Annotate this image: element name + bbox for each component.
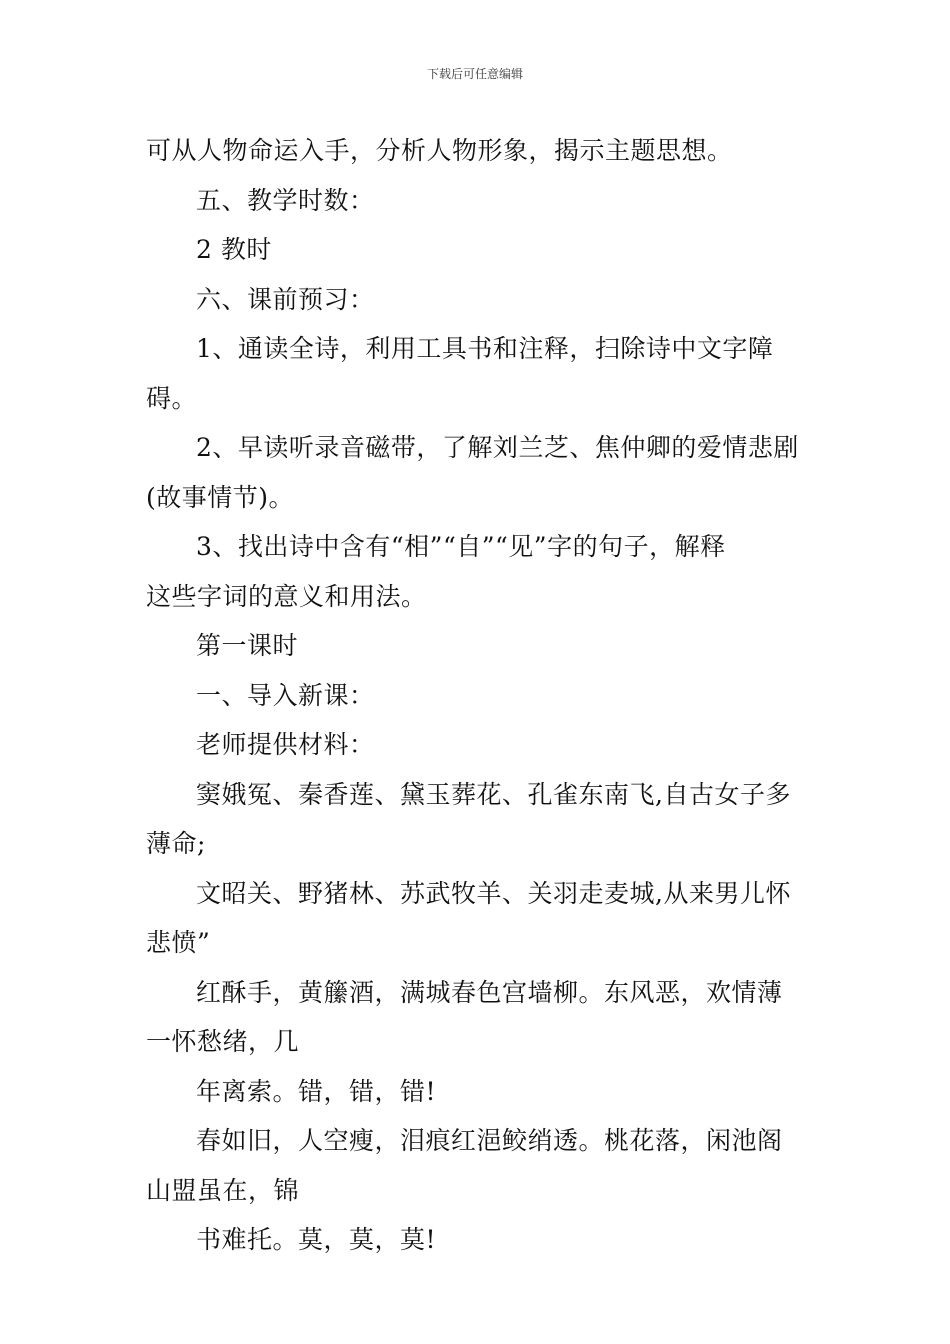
paragraph-continuation [146, 918, 816, 968]
list-item-continuation [146, 572, 816, 622]
poem-line-continuation [146, 1017, 816, 1067]
text-line: 3、找出诗中含有“相”“自”“见”字的句子，解释 [196, 532, 726, 561]
paragraph-continuation [146, 819, 816, 869]
text-line: 年离索。错，错，错! [196, 1076, 437, 1106]
text-line: 春如旧，人空瘦，泪痕红浥鲛绡透。桃花落，闲池阁 [196, 1126, 783, 1155]
text-line: 这些字词的意义和用法。 [146, 581, 427, 611]
text-line: (故事情节)。 [146, 482, 295, 512]
poem-line [146, 1215, 816, 1265]
poem-line [146, 1067, 816, 1117]
text-line: 窦娥冤、秦香莲、黛玉葬花、孔雀东南飞,自古女子多 [196, 779, 791, 809]
text-line: 2、早读听录音磁带，了解刘兰芝、焦仲卿的爱情悲剧 [196, 433, 799, 462]
text-line: 六、课前预习： [196, 284, 375, 314]
text-line: 文昭关、野猪林、苏武牧羊、关羽走麦城,从来男儿怀 [196, 878, 791, 908]
text-line: 1、通读全诗，利用工具书和注释，扫除诗中文字障碍。 [146, 334, 774, 413]
text-line: 红酥手，黄籘酒，满城春色宫墙柳。东风恶，欢情薄 [196, 977, 783, 1007]
list-item [146, 324, 816, 423]
paragraph [146, 126, 816, 176]
text-line: 悲愤” [146, 928, 211, 957]
text-line: 一、导入新课： [196, 680, 375, 710]
paragraph [146, 770, 816, 820]
text-line: 老师提供材料： [196, 730, 375, 759]
text-line: 五、教学时数： [196, 185, 375, 215]
document-body [146, 126, 816, 1265]
list-item [146, 522, 816, 572]
lesson-heading [146, 621, 816, 671]
list-item-continuation [146, 473, 816, 523]
paragraph [146, 869, 816, 919]
text-line: 第一课时 [196, 631, 299, 660]
poem-line [146, 1116, 816, 1166]
page-header: 下载后可任意编辑 [426, 67, 523, 81]
section-heading [146, 275, 816, 325]
text-line: 山盟虽在，锦 [146, 1175, 300, 1205]
text-line: 薄命; [146, 829, 206, 858]
section-heading [146, 176, 816, 226]
poem-line [146, 968, 816, 1018]
text-line: 一怀愁绪，几 [146, 1027, 300, 1056]
paragraph [146, 225, 816, 275]
poem-line-continuation [146, 1166, 816, 1216]
text-line: 书难托。莫，莫，莫! [196, 1225, 437, 1254]
paragraph [146, 720, 816, 770]
text-line: 可从人物命运入手，分析人物形象，揭示主题思想。 [146, 136, 733, 165]
section-heading [146, 671, 816, 721]
list-item [146, 423, 816, 473]
text-line: 2 教时 [196, 235, 272, 264]
